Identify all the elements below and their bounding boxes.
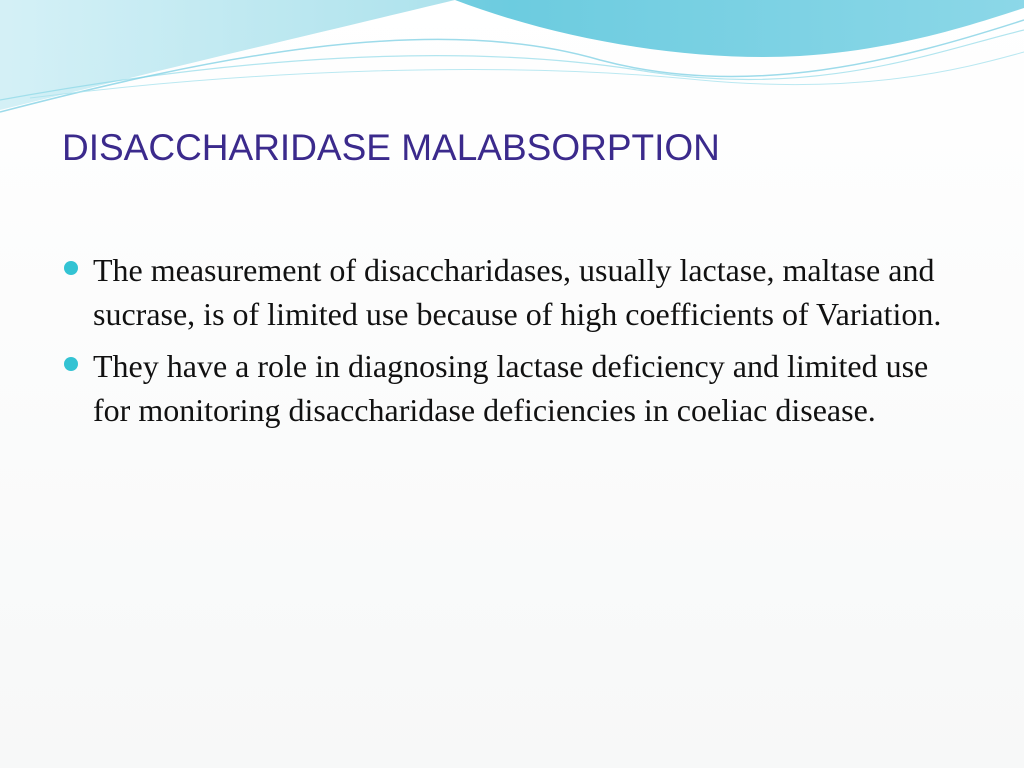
bullet-item <box>62 344 962 432</box>
bullet-dot-icon <box>64 261 78 275</box>
bullet-item <box>62 248 962 336</box>
bullet-list <box>62 248 962 440</box>
bullet-dot-icon <box>64 357 78 371</box>
bullet-text: The measurement of disaccharidases, usually lactase, maltase and sucrase, is of limited use because of high coefficients of Variation. <box>93 252 942 332</box>
wave-header-decoration <box>0 0 1024 130</box>
bullet-text: They have a role in diagnosing lactase deficiency and limited use for monitoring disaccharidase deficiencies in coeliac disease. <box>93 348 929 428</box>
slide-title: DISACCHARIDASE MALABSORPTION <box>62 127 720 168</box>
